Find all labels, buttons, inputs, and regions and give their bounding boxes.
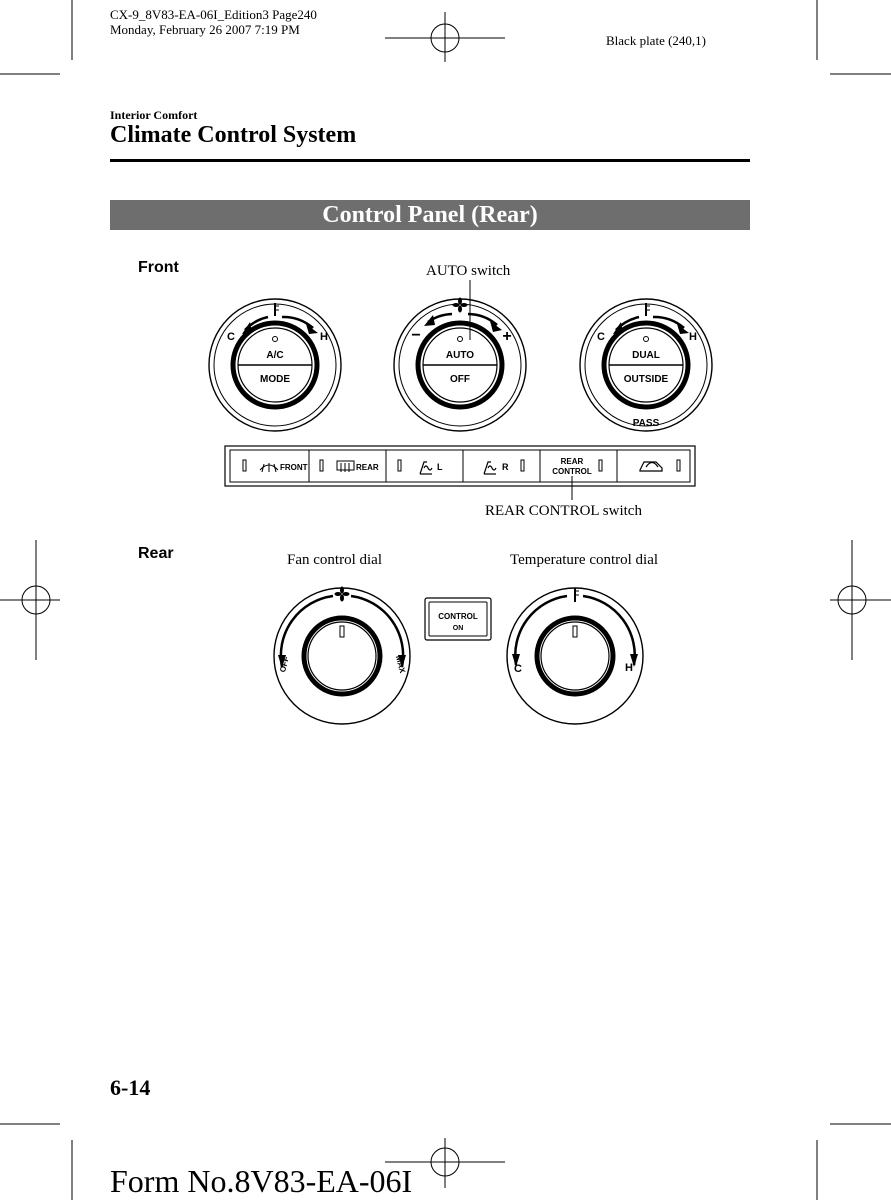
thermometer-icon [575, 588, 579, 602]
recirculation-icon [640, 462, 662, 471]
rear-control-switch-callout: REAR CONTROL switch [485, 503, 642, 519]
off-button-label: OFF [450, 374, 470, 385]
front-heading: Front [138, 259, 179, 276]
front-defrost-icon [260, 463, 278, 472]
seat-heater-left-button[interactable] [398, 460, 443, 474]
rear-temperature-control-dial[interactable] [507, 588, 643, 724]
rear-label: REAR [356, 463, 379, 472]
dual-button-label: DUAL [632, 350, 660, 361]
pass-label: PASS [632, 418, 660, 429]
right-dial-c-label: C [597, 331, 605, 343]
page-title: Climate Control System [110, 122, 357, 148]
auto-switch-callout: AUTO switch [426, 263, 511, 279]
section-label: Interior Comfort [110, 108, 198, 122]
left-dial-h-label: H [320, 331, 328, 343]
seat-heater-right-button[interactable] [484, 460, 524, 474]
outside-button-label: OUTSIDE [623, 374, 669, 385]
rear-temp-h-label: H [625, 662, 633, 674]
rear-fan-control-dial[interactable] [274, 587, 410, 725]
right-dial-h-label: H [689, 331, 697, 343]
form-number: Form No.8V83-EA-06I [110, 1163, 413, 1199]
rear-heading: Rear [138, 545, 174, 562]
rear-defrost-icon [337, 461, 354, 472]
seat-left-label: L [437, 462, 443, 472]
front-right-temp-dial[interactable] [580, 299, 712, 431]
control-on-line1: CONTROL [438, 612, 478, 621]
fan-minus-label: − [411, 327, 421, 344]
rear-control-line2: CONTROL [552, 467, 592, 476]
mode-button-label: MODE [260, 374, 290, 385]
temp-dial-callout: Temperature control dial [510, 552, 659, 568]
seat-right-label: R [502, 462, 509, 472]
front-left-temp-dial[interactable] [209, 299, 341, 431]
thermometer-icon [275, 303, 279, 316]
rear-defroster-button[interactable] [320, 460, 379, 472]
page-number: 6-14 [110, 1075, 151, 1100]
fan-max-label: MAX [393, 654, 408, 675]
plate-label: Black plate (240,1) [606, 33, 706, 48]
auto-button-label: AUTO [445, 350, 475, 361]
seat-heater-icon [420, 462, 432, 474]
front-label: FRONT [280, 463, 308, 472]
control-on-line2: ON [452, 625, 464, 632]
recirculation-button[interactable] [640, 460, 680, 471]
print-date-line: Monday, February 26 2007 7:19 PM [110, 22, 300, 37]
seat-heater-icon [484, 462, 496, 474]
thermometer-icon [646, 303, 650, 316]
subsection-title: Control Panel (Rear) [322, 202, 538, 228]
rear-control-switch[interactable] [552, 457, 602, 476]
left-dial-c-label: C [227, 331, 235, 343]
fan-off-label: OFF [278, 655, 292, 674]
front-defroster-button[interactable] [243, 460, 308, 472]
rear-temp-c-label: C [514, 663, 522, 675]
rear-control-line1: REAR [560, 457, 584, 466]
print-job-line: CX-9_8V83-EA-06I_Edition3 Page240 [110, 7, 317, 22]
front-button-strip [225, 446, 695, 500]
front-center-fan-dial[interactable] [394, 280, 526, 431]
ac-button-label: A/C [266, 350, 284, 361]
fan-plus-label: + [502, 328, 512, 345]
control-on-button[interactable] [425, 598, 491, 640]
fan-dial-callout: Fan control dial [287, 552, 382, 568]
